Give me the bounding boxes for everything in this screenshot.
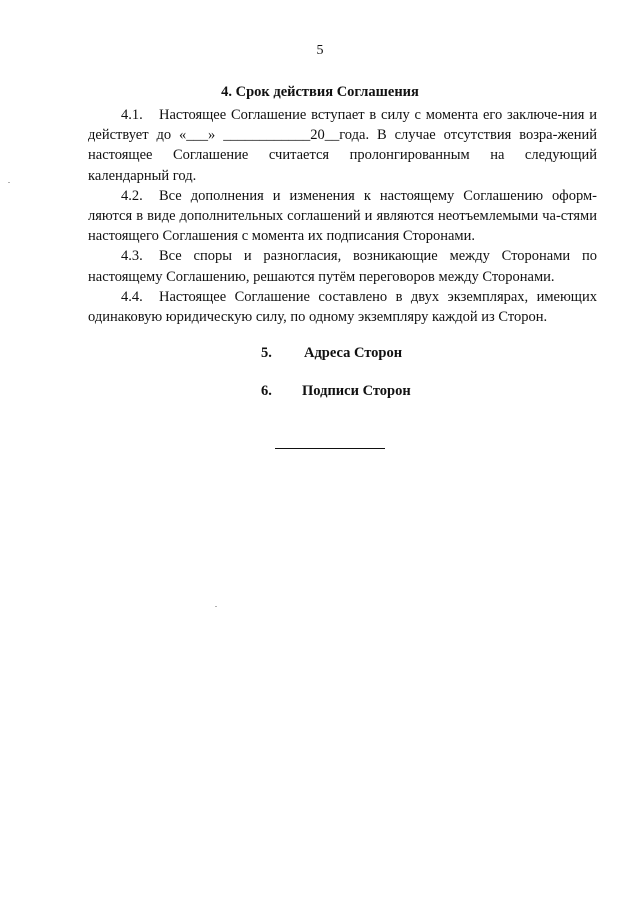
clause-text: Все споры и разногласия, возникающие между Сторонами по настоящему Соглашению, решаются путём переговоров между Сторонами. (88, 248, 597, 285)
section-5-number: 5. (261, 345, 272, 361)
section-4-heading: 4. Срок действия Соглашения (221, 84, 419, 100)
end-of-document-rule (275, 448, 385, 449)
clause-text: Настоящее Соглашение составлено в двух экземплярах, имеющих одинаковую юридическую силу, по одному экземпляру каждой из Сторон. (88, 288, 597, 326)
clause-4-4 (88, 287, 597, 327)
section-5-title: Адреса Сторон (304, 345, 403, 361)
clause-4-1 (88, 105, 597, 186)
clause-4-3 (88, 246, 597, 286)
clause-number: 4.4. (121, 288, 143, 305)
scan-speck (8, 182, 10, 183)
clause-text: Настоящее Соглашение вступает в силу с момента его заключе-ния и действует до «___» ____________20__года. В случае отсутствия возра-жений настоящее Соглашение считается пролонгированным на следующий календарный год. (88, 107, 597, 184)
section-4-body (88, 105, 597, 327)
clause-number: 4.1. (121, 107, 143, 123)
section-6-title: Подписи Сторон (302, 383, 411, 399)
clause-text: Все дополнения и изменения к настоящему Соглашению оформ-ляются в виде дополнительных соглашений и являются неотъемлемыми ча-стями настоящего Соглашения с момента их подписания Сторонами. (88, 187, 597, 245)
section-6-number: 6. (261, 383, 272, 399)
clause-number: 4.3. (121, 248, 143, 265)
scan-speck (215, 606, 217, 607)
clause-number: 4.2. (121, 187, 143, 204)
page-number: 5 (316, 43, 324, 58)
clause-4-2 (88, 186, 597, 247)
